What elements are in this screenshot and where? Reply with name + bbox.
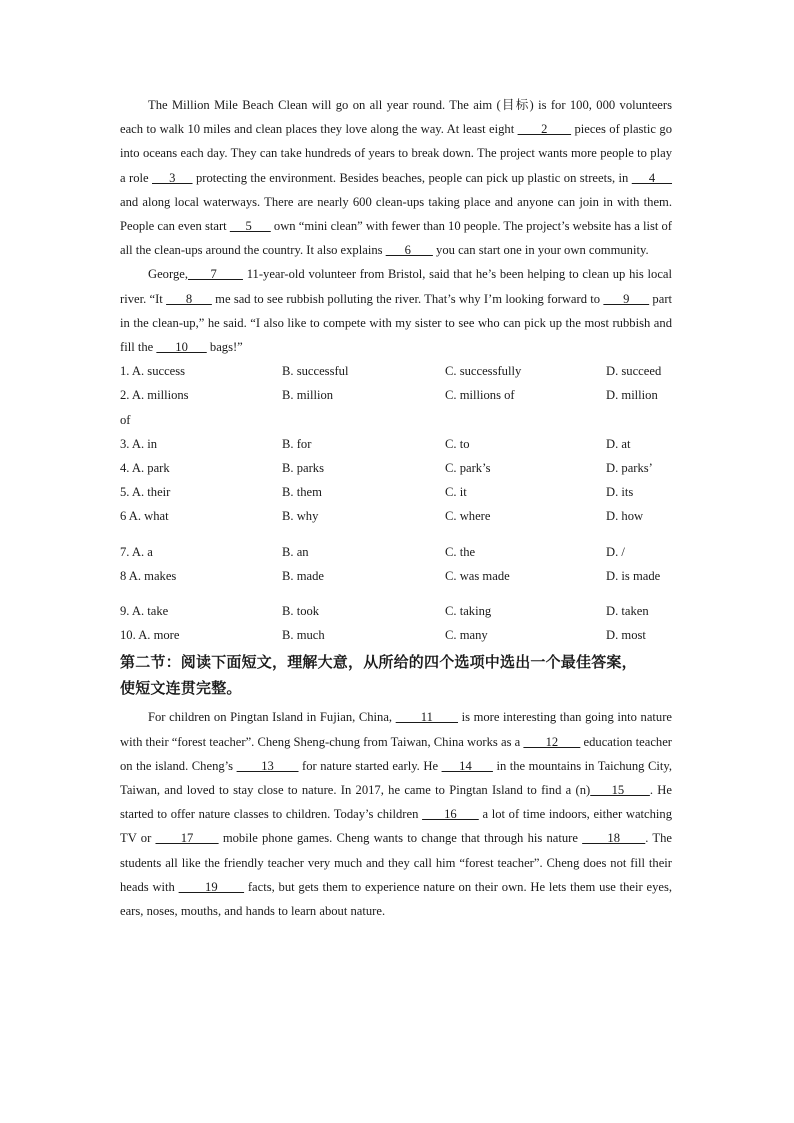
- passage-text: protecting the environment. Besides beaches, people can pick up plastic on streets, in: [192, 170, 632, 185]
- option-choice-d[interactable]: D. parks’: [606, 460, 653, 475]
- option-row: [120, 480, 672, 504]
- answer-blank[interactable]: 6: [385, 243, 433, 258]
- option-choice-c[interactable]: C. the: [445, 544, 476, 559]
- option-choice-c[interactable]: C. park’s: [445, 460, 491, 475]
- option-choice-b[interactable]: B. million: [282, 388, 334, 403]
- passage-text: George,: [148, 267, 188, 282]
- answer-blank[interactable]: 5: [229, 219, 271, 234]
- option-continuation: of: [120, 412, 131, 427]
- options-list: [120, 359, 672, 647]
- passage-text: education teacher on the island. Cheng’s: [120, 734, 672, 773]
- option-row: [120, 456, 672, 480]
- option-choice-a[interactable]: 5. A. their: [120, 485, 171, 500]
- option-row: [120, 623, 672, 647]
- passage-text: and along local waterways. There are nearly 600 clean-ups taking place and anyone can join in with them. People can even start: [120, 194, 672, 234]
- answer-blank[interactable]: 8: [166, 291, 212, 306]
- answer-blank[interactable]: 4: [631, 170, 673, 185]
- option-row: [120, 599, 672, 623]
- passage-text: For children on Pingtan Island in Fujian, China,: [148, 710, 396, 725]
- option-choice-a[interactable]: 9. A. take: [120, 603, 169, 618]
- option-choice-a[interactable]: 2. A. millions: [120, 388, 189, 403]
- passage-text: own “mini clean” with fewer than 10 people. The project’s website has a list of all the clean-ups around the country. It also explains: [120, 219, 672, 258]
- passage-text: bags!”: [206, 340, 243, 355]
- answer-blank[interactable]: 15: [590, 782, 650, 797]
- option-choice-b[interactable]: B. parks: [282, 460, 324, 475]
- option-choice-b[interactable]: B. why: [282, 509, 319, 524]
- option-choice-a[interactable]: 1. A. success: [120, 364, 186, 379]
- option-choice-a[interactable]: 6 A. what: [120, 509, 169, 524]
- option-choice-c[interactable]: C. millions of: [445, 388, 515, 403]
- answer-blank[interactable]: 12: [523, 734, 581, 749]
- option-choice-d[interactable]: D. its: [606, 485, 634, 500]
- passage-text: The Million Mile Beach Clean will go on all year round. The aim (目标) is for 100, 000 volunteers each to walk 10 miles and clean places they love along the way. At least eight: [120, 98, 672, 137]
- option-row: [120, 540, 672, 564]
- option-row: [120, 564, 672, 588]
- option-row: [120, 504, 672, 528]
- option-choice-b[interactable]: B. made: [282, 568, 324, 583]
- passage1-paragraph2: [120, 262, 672, 359]
- option-choice-a[interactable]: 3. A. in: [120, 436, 158, 451]
- passage-text: a lot of time indoors, either watching TV or: [120, 807, 673, 846]
- option-choice-b[interactable]: B. took: [282, 603, 320, 618]
- option-row: [120, 432, 672, 456]
- exam-page: [120, 93, 672, 923]
- answer-blank[interactable]: 17: [155, 831, 219, 846]
- option-choice-d[interactable]: D. succeed: [606, 364, 662, 379]
- passage1-paragraph1: [120, 93, 672, 262]
- passage-text: me sad to see rubbish polluting the river. That’s why I’m looking forward to: [211, 291, 604, 306]
- section-heading: [120, 649, 672, 701]
- answer-blank[interactable]: 13: [236, 758, 299, 773]
- answer-blank[interactable]: 7: [187, 267, 243, 282]
- option-choice-c[interactable]: C. to: [445, 436, 470, 451]
- passage-text: mobile phone games. Cheng wants to change that through his nature: [218, 831, 583, 846]
- answer-blank[interactable]: 10: [156, 340, 207, 355]
- passage-text: facts, but gets them to experience nature on their own. He lets them use their eyes, ears, noses, mouths, and hands to learn about nature.: [120, 879, 673, 918]
- option-row: [120, 359, 672, 383]
- answer-blank[interactable]: 2: [517, 122, 572, 137]
- option-choice-c[interactable]: C. was made: [445, 568, 510, 583]
- option-choice-a[interactable]: 8 A. makes: [120, 568, 177, 583]
- answer-blank[interactable]: 3: [152, 170, 193, 185]
- option-choice-b[interactable]: B. for: [282, 436, 312, 451]
- option-choice-b[interactable]: B. much: [282, 628, 325, 643]
- option-choice-c[interactable]: C. successfully: [445, 364, 522, 379]
- answer-blank[interactable]: 18: [582, 831, 646, 846]
- option-choice-b[interactable]: B. an: [282, 544, 309, 559]
- option-choice-d[interactable]: D. how: [606, 509, 644, 524]
- passage-text: in the mountains in Taichung City, Taiwan, and loved to stay close to nature. In 2017, he came to Pingtan Island to find a (n): [120, 758, 672, 797]
- section-heading-line2: 使短文连贯完整。: [120, 679, 242, 698]
- passage-text: . The students all like the friendly teacher very much and they call him “forest teacher”. Cheng does not fill their heads with: [120, 831, 672, 894]
- option-choice-c[interactable]: C. taking: [445, 603, 492, 618]
- answer-blank[interactable]: 19: [178, 879, 245, 894]
- option-choice-d[interactable]: D. taken: [606, 603, 649, 618]
- section-heading-line1: 第二节：阅读下面短文，理解大意，从所给的四个选项中选出一个最佳答案，: [120, 653, 637, 672]
- passage-text: is more interesting than going into nature with their “forest teacher”. Cheng Sheng-chung from Taiwan, China works as a: [120, 710, 672, 749]
- passage-text: pieces of plastic go into oceans each day. They can take hundreds of years to break down. The project wants more people to play a role: [120, 122, 672, 185]
- option-choice-a[interactable]: 4. A. park: [120, 460, 170, 475]
- answer-blank[interactable]: 16: [422, 807, 479, 822]
- passage-text: you can start one in your own community.: [432, 243, 649, 258]
- option-choice-a[interactable]: 7. A. a: [120, 544, 153, 559]
- option-row: [120, 383, 672, 407]
- option-choice-d[interactable]: D. is made: [606, 568, 661, 583]
- option-choice-b[interactable]: B. them: [282, 485, 322, 500]
- passage2-paragraph1: [120, 705, 672, 923]
- answer-blank[interactable]: 11: [395, 710, 459, 725]
- answer-blank[interactable]: 9: [603, 291, 650, 306]
- option-choice-d[interactable]: D. most: [606, 628, 646, 643]
- option-choice-d[interactable]: D. million: [606, 388, 658, 403]
- option-choice-d[interactable]: D. at: [606, 436, 631, 451]
- option-choice-c[interactable]: C. many: [445, 628, 488, 643]
- option-choice-d[interactable]: D. /: [606, 544, 625, 559]
- option-choice-a[interactable]: 10. A. more: [120, 628, 180, 643]
- answer-blank[interactable]: 14: [441, 758, 493, 773]
- passage-text: for nature started early. He: [298, 758, 442, 773]
- option-choice-c[interactable]: C. where: [445, 509, 491, 524]
- option-choice-c[interactable]: C. it: [445, 485, 467, 500]
- passage-text: 11-year-old volunteer from Bristol, said that he’s been helping to clean up his local river. “It: [120, 267, 672, 306]
- passage-text: . He started to offer nature classes to children. Today’s children: [120, 782, 672, 822]
- passage-text: part in the clean-up,” he said. “I also like to compete with my sister to see who can pick up the most rubbish and fill the: [120, 291, 673, 355]
- option-choice-b[interactable]: B. successful: [282, 364, 349, 379]
